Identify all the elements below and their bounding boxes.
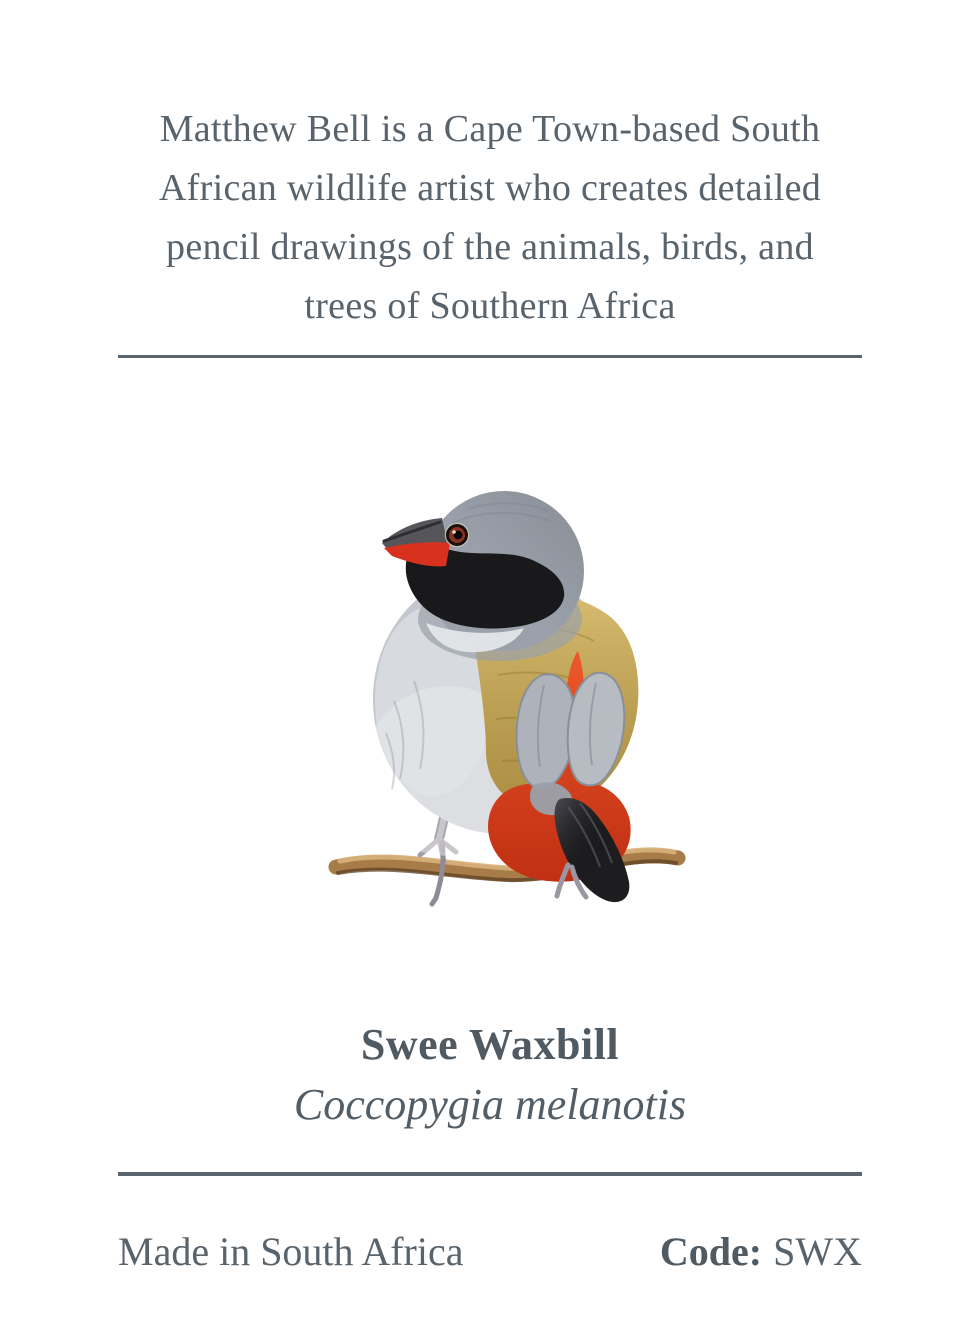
intro-line-1: Matthew Bell is a Cape Town-based South: [159, 108, 821, 150]
bird-common-name: Swee Waxbill: [360, 1020, 620, 1069]
intro-line-3: pencil drawings of the animals, birds, and: [166, 226, 814, 268]
code-value: SWX: [773, 1229, 862, 1274]
bird-scientific-name: Coccopygia melanotis: [293, 1080, 687, 1129]
divider-top: [118, 355, 862, 358]
bird-illustration: [328, 471, 688, 911]
intro-line-4: trees of Southern Africa: [304, 285, 676, 327]
divider-bottom: [118, 1172, 862, 1176]
bird-names: [0, 1021, 980, 1129]
footer-row: [118, 1226, 862, 1278]
code-label: Code:: [659, 1229, 763, 1274]
intro-line-2: African wildlife artist who creates detailed: [158, 167, 822, 209]
eye: [446, 524, 469, 547]
swee-waxbill-image: [328, 471, 688, 911]
artist-intro: [0, 0, 980, 336]
made-in-label: Made in South Africa: [118, 1229, 464, 1274]
product-code: [660, 1226, 862, 1278]
